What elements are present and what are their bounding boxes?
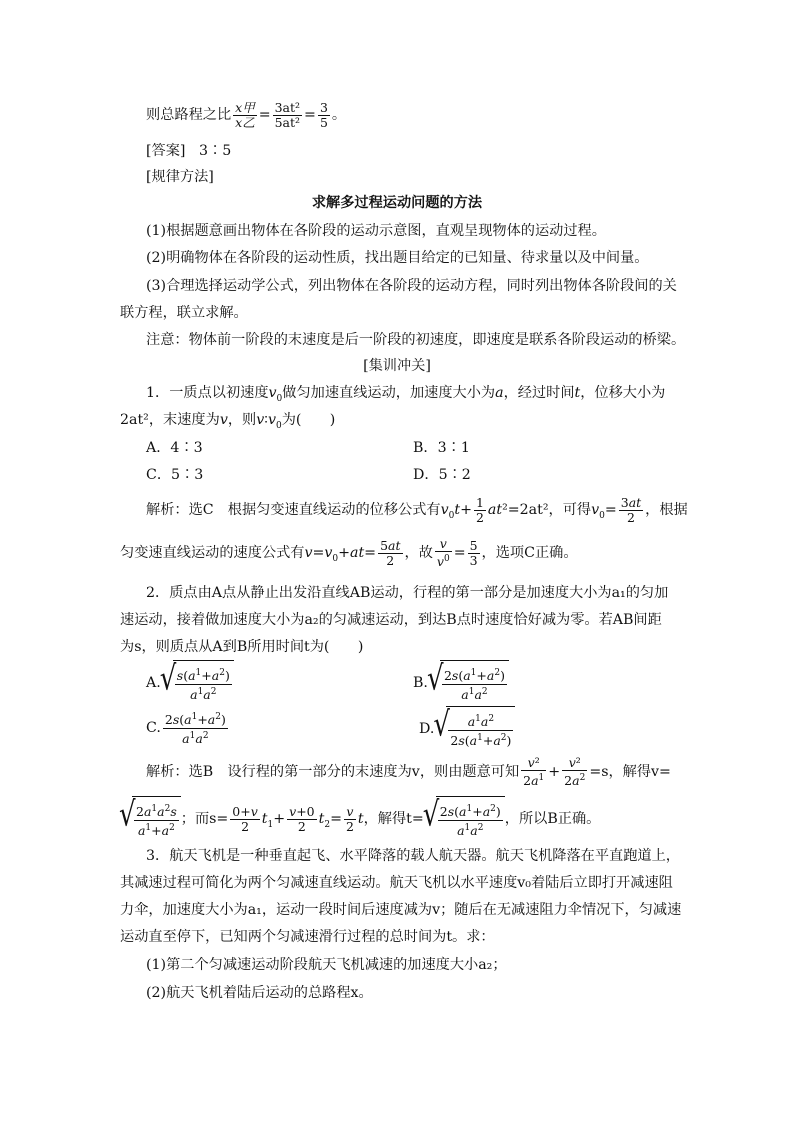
ratio-fraction-x: $\frac{\text{x甲}}{\text{x乙}}$ [235,99,255,130]
q3-part-1: (1)第二个匀减速运动阶段航天飞机减速的加速度大小a₂； [146,957,507,973]
q3-line2: 其减速过程可简化为两个匀减速直线运动。航天飞机以水平速度v₀着陆后立即打开减速阻 [120,875,673,891]
method-point-3b: 联方程，联立求解。 [120,305,248,321]
q3-line4: 运动直至停下，已知两个匀减速滑行过程的总时间为t。求： [120,929,495,945]
q2-option-b: B. √ $\frac{2s(a^1+a^2)}{a^1a^2}$ [413,660,509,704]
q1-option-c: C．5∶3 [146,467,204,483]
q1-option-b: B．3∶1 [413,440,470,456]
method-point-2: (2)明确物体在各阶段的运动性质，找出题目给定的已知量、待求量以及中间量。 [146,250,649,266]
q1-solution-line2: 匀变速直线运动的速度公式有$v=v_0+at=$ $\frac{5at}{2}$ ，故 $\frac{v}{v^0}$ = $\frac{5}{3}$ ，选项C正确。 [120,535,578,570]
q2-line2: 速运动，接着做加速度大小为a₂的匀减速运动，到达B点时速度恰好减为零。若AB间距 [120,612,662,628]
method-point-1: (1)根据题意画出物体在各阶段的运动示意图，直观呈现物体的运动过程。 [146,223,606,239]
q3-line1: 3．航天飞机是一种垂直起飞、水平降落的载人航天器。航天飞机降落在平直跑道上， [146,848,680,864]
ratio-fraction-at: $\frac{\text{3at²}}{\text{5at²}}$ [274,99,301,130]
q1-line1: 1．一质点以初速度$v_0$做匀加速直线运动，加速度大小为a，经过时间t，位移大小为 [146,385,666,404]
q2-option-c: C. $\frac{2s(a^1+a^2)}{a^1a^2}$ [146,712,226,746]
q2-line3: 为s，则质点从A到B所用时间t为( ) [120,639,364,655]
q1-solution-line1: 解析：选C 根据匀变速直线运动的位移公式有$v_0t+$ $\frac{1}{2}$ at²=2at²，可得$v_0=$ $\frac{3at}{2}$ ，根据 [146,494,688,525]
ratio-fraction-result: $\frac{3}{5}$ [319,99,328,130]
q2-option-a: A. √ $\frac{s(a^1+a^2)}{a^1a^2}$ [146,660,234,704]
q2-option-d: D. √ $\frac{a^1a^2}{2s(a^1+a^2)}$ [419,706,515,750]
ratio-prefix: 则总路程之比 [146,107,232,123]
q1-option-a: A．4∶3 [146,440,203,456]
q2-solution-line2: √ $\frac{2a^1a^2s}{a^1+a^2}$ ；而s= $\frac{0+v}{2}$ $t_1+$ $\frac{v+0}{2}$ $t_2=$ $\frac{v}{2}$ t，解得t= √ $\frac{2s(a^1+a^2)}{a^1a^2}$ ，所以B正确。 [120,796,600,840]
method-label: [规律方法] [146,169,214,185]
q2-line1: 2．质点由A点从静止出发沿直线AB运动，行程的第一部分是加速度大小为a₁的匀加 [146,585,669,601]
answer-line [146,141,231,161]
method-point-3a: (3)合理选择运动学公式，列出物体在各阶段的运动方程，同时列出物体各阶段间的关 [146,278,677,294]
q1-line2: 2at²，末速度为v，则$v∶v_0$为( ) [120,412,336,431]
method-title: 求解多过程运动问题的方法 [311,195,483,211]
q3-line3: 力伞，加速度大小为a₁，运动一段时间后速度减为v；随后在无减速阻力伞情况下，匀减速 [120,902,682,918]
q3-part-2: (2)航天飞机着陆后运动的总路程x。 [146,985,373,1001]
answer-label: [答案] [146,143,186,159]
q1-option-d: D．5∶2 [413,467,471,483]
method-note: 注意：物体前一阶段的末速度是后一阶段的初速度，即速度是联系各阶段运动的桥梁。 [146,332,686,348]
ratio-line: 则总路程之比 $\frac{\text{x甲}}{\text{x乙}}$ = $\frac{\text{3at²}}{\text{5at²}}$ = $\frac{3}{5}$ 。 [146,99,347,130]
practice-label: [集训冲关] [363,358,431,374]
q2-solution-line1: 解析：选B 设行程的第一部分的末速度为v，则由题意可知 $\frac{\text{v²}}{2a^1}$ + $\frac{\text{v²}}{2a^2}$ =s，解得v= [146,754,671,789]
answer-value: 3∶5 [198,143,232,159]
